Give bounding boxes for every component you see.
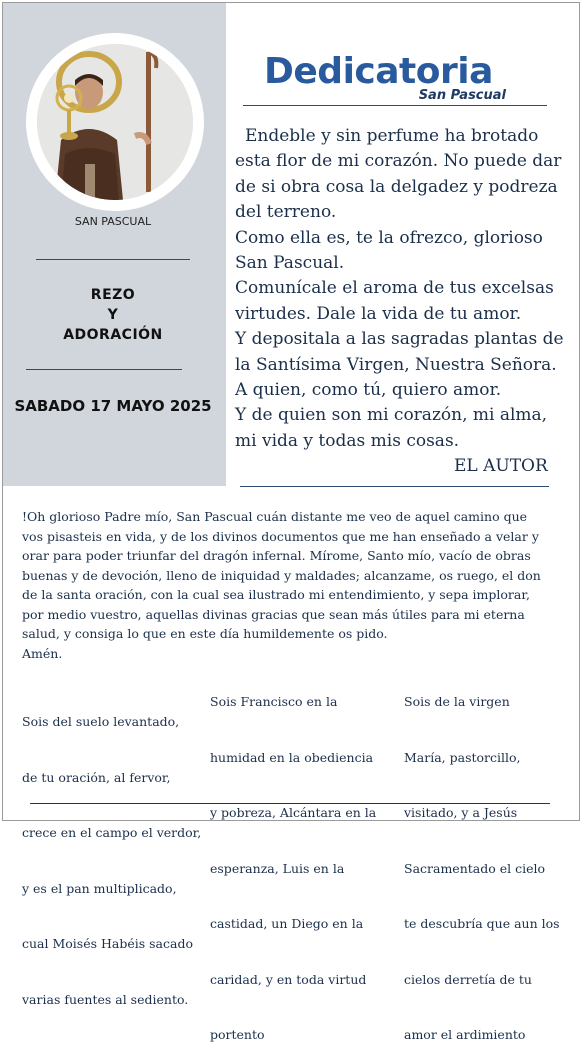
- verse-column-2: [210, 656, 376, 1063]
- prayer-line: salud, y consiga lo que en este día humildemente os pido.: [22, 626, 388, 641]
- verse-line: caridad, y en toda virtud: [210, 971, 367, 987]
- dedication-poem: [235, 124, 575, 454]
- verse-line: cual Moisés Habéis sacado: [22, 936, 193, 951]
- sidebar-divider-top: [36, 259, 190, 260]
- page-subtitle: San Pascual: [418, 88, 506, 103]
- event-date: SABADO 17 MAYO 2025: [14, 397, 212, 415]
- title-divider: [243, 105, 547, 106]
- verse-line: castidad, un Diego en la: [210, 916, 364, 931]
- prayer-line: orar para poder triunfar del dragón infernal. Mírome, Santo mío, vacío de obras: [22, 548, 531, 563]
- verse-line: visitado, y a Jesús: [404, 805, 518, 820]
- prayer-paragraph: [22, 507, 562, 663]
- verse-line: Sois Francisco en la: [210, 694, 338, 709]
- verse-line: cielos derretía de tu: [404, 971, 532, 987]
- poem-line: Endeble y sin perfume ha brotado: [245, 126, 539, 146]
- poem-line: San Pascual.: [235, 253, 345, 274]
- poem-line: de si obra cosa la delgadez y podreza: [235, 176, 558, 197]
- prayer-line: por medio vuestro, aquellas divinas gracias que sean más útiles para mi eterna: [22, 606, 525, 622]
- verse-line: te descubría que aun los: [404, 916, 560, 931]
- event-heading-line: ADORACIÓN: [63, 327, 163, 343]
- author-divider: [240, 486, 549, 487]
- verse-line: de tu oración, al fervor,: [22, 769, 171, 785]
- verse-line: María, pastorcillo,: [404, 749, 521, 765]
- sidebar-divider-bottom: [26, 369, 182, 370]
- verse-line: y es el pan multiplicado,: [22, 880, 177, 896]
- prayer-line: !Oh glorioso Padre mío, San Pascual cuán distante me veo de aquel camino que: [22, 509, 528, 524]
- poem-line: Y depositala a las sagradas plantas de: [235, 329, 564, 350]
- page-title: Dedicatoria: [264, 51, 493, 92]
- verse-line: Sois del suelo levantado,: [22, 714, 180, 729]
- prayer-line: buenas y de devoción, lleno de iniquidad y maldades; alcanzame, os ruego, el don: [22, 567, 541, 583]
- portrait-frame: [26, 33, 204, 211]
- poem-line: Comunícale el aroma de tus excelsas: [235, 278, 554, 299]
- footer-divider: [30, 803, 550, 804]
- verse-line: y pobreza, Alcántara en la: [210, 805, 377, 820]
- portrait-caption: SAN PASCUAL: [74, 215, 152, 228]
- poem-line: A quien, como tú, quiero amor.: [235, 380, 502, 401]
- poem-line: del terreno.: [235, 202, 337, 223]
- prayer-line: vos pisasteis en vida, y de los divinos documentos que me han enseñado a velar y: [22, 528, 539, 544]
- verse-column-1: [22, 676, 201, 1028]
- poem-line: esta flor de mi corazón. No puede dar: [235, 151, 562, 172]
- verse-line: amor el ardimiento: [404, 1027, 526, 1042]
- event-heading: [0, 285, 226, 345]
- prayer-line: de la santa oración, con la cual sea ilustrado mi entendimiento, y sepa implorar,: [22, 587, 530, 602]
- verse-column-3: [404, 656, 560, 1063]
- poem-line: virtudes. Dale la vida de tu amor.: [235, 303, 522, 324]
- verse-line: esperanza, Luis en la: [210, 860, 345, 876]
- poem-line: Como ella es, te la ofrezco, glorioso: [235, 227, 543, 248]
- poem-author: EL AUTOR: [454, 456, 548, 476]
- verse-line: varias fuentes al sediento.: [22, 991, 189, 1007]
- event-heading-line: Y: [107, 307, 119, 323]
- poem-line: Y de quien son mi corazón, mi alma,: [235, 405, 548, 426]
- verse-line: Sacramentado el cielo: [404, 860, 546, 876]
- event-heading-line: REZO: [90, 287, 136, 303]
- verse-line: Sois de la virgen: [404, 694, 510, 709]
- saint-portrait-image: [37, 44, 193, 200]
- prayer-line: Amén.: [22, 645, 63, 661]
- verse-line: crece en el campo el verdor,: [22, 825, 202, 840]
- verse-line: portento: [210, 1027, 265, 1042]
- poem-line: la Santísima Virgen, Nuestra Señora.: [235, 354, 557, 375]
- poem-line: mi vida y todas mis cosas.: [235, 430, 460, 451]
- verse-line: humidad en la obediencia: [210, 749, 374, 765]
